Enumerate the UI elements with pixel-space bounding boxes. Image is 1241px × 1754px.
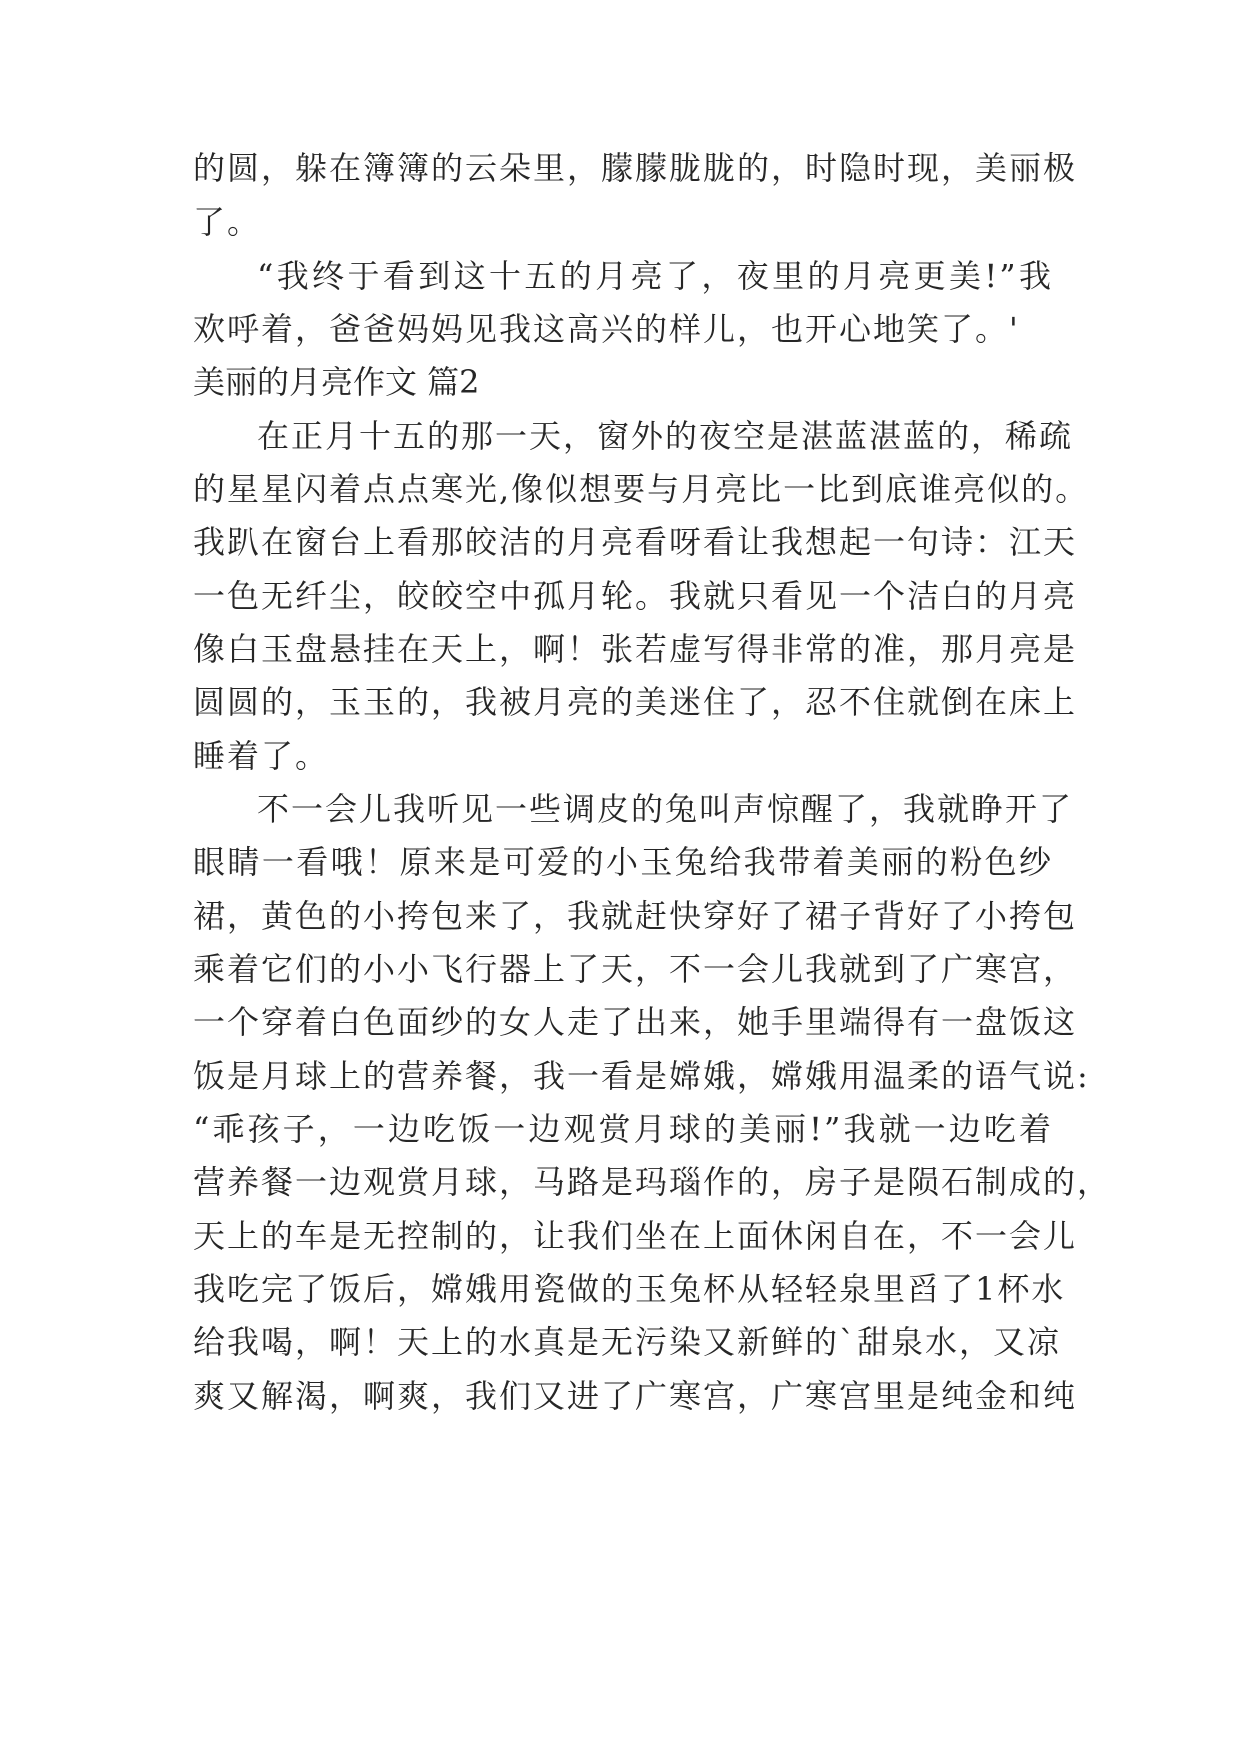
text-line: 给我喝，啊！天上的水真是无污染又新鲜的`甜泉水，又凉 [193,1323,1062,1361]
text-line: 裙，黄色的小挎包来了，我就赶快穿好了裙子背好了小挎包 [193,897,1078,935]
text-line: 像白玉盘悬挂在天上，啊！张若虚写得非常的准，那月亮是 [193,630,1078,668]
text-line: 天上的车是无控制的，让我们坐在上面休闲自在，不一会儿 [193,1217,1078,1255]
text-line: 一个穿着白色面纱的女人走了出来，她手里端得有一盘饭这 [193,1003,1078,1041]
text-line: “乖孩子，一边吃饭一边观赏月球的美丽!”我就一边吃着 [193,1110,1053,1148]
text-line: 不一会儿我听见一些调皮的兔叫声惊醒了，我就睁开了 [257,790,1074,828]
text-line: 爽又解渴，啊爽，我们又进了广寒宫，广寒宫里是纯金和纯 [193,1377,1078,1415]
text-line: 了。 [193,203,262,241]
text-line: 我趴在窗台上看那皎洁的月亮看呀看让我想起一句诗：江天 [193,523,1078,561]
text-line: “我终于看到这十五的月亮了，夜里的月亮更美!”我 [257,257,1053,295]
text-line: 我吃完了饭后，嫦娥用瓷做的玉兔杯从轻轻泉里舀了1杯水 [193,1270,1066,1308]
section-heading: 美丽的月亮作文 篇2 [193,363,480,401]
text-line: 眼睛一看哦！原来是可爱的小玉兔给我带着美丽的粉色纱 [193,843,1053,881]
text-line: 睡着了。 [193,737,330,775]
text-line: 乘着它们的小小飞行器上了天，不一会儿我就到了广寒宫， [193,950,1078,988]
text-line: 的圆，躲在簿簿的云朵里，朦朦胧胧的，时隐时现，美丽极 [193,149,1078,187]
text-line: 营养餐一边观赏月球，马路是玛瑙作的，房子是陨石制成的， [193,1163,1112,1201]
text-line: 饭是月球上的营养餐，我一看是嫦娥，嫦娥用温柔的语气说: [193,1057,1090,1095]
text-line: 圆圆的，玉玉的，我被月亮的美迷住了，忍不住就倒在床上 [193,683,1078,721]
text-line: 一色无纤尘，皎皎空中孤月轮。我就只看见一个洁白的月亮 [193,577,1078,615]
text-line: 在正月十五的那一天，窗外的夜空是湛蓝湛蓝的，稀疏 [257,417,1074,455]
text-line: 欢呼着，爸爸妈妈见我这高兴的样儿，也开心地笑了。' [193,310,1020,348]
text-line: 的星星闪着点点寒光,像似想要与月亮比一比到底谁亮似的。 [193,470,1090,508]
